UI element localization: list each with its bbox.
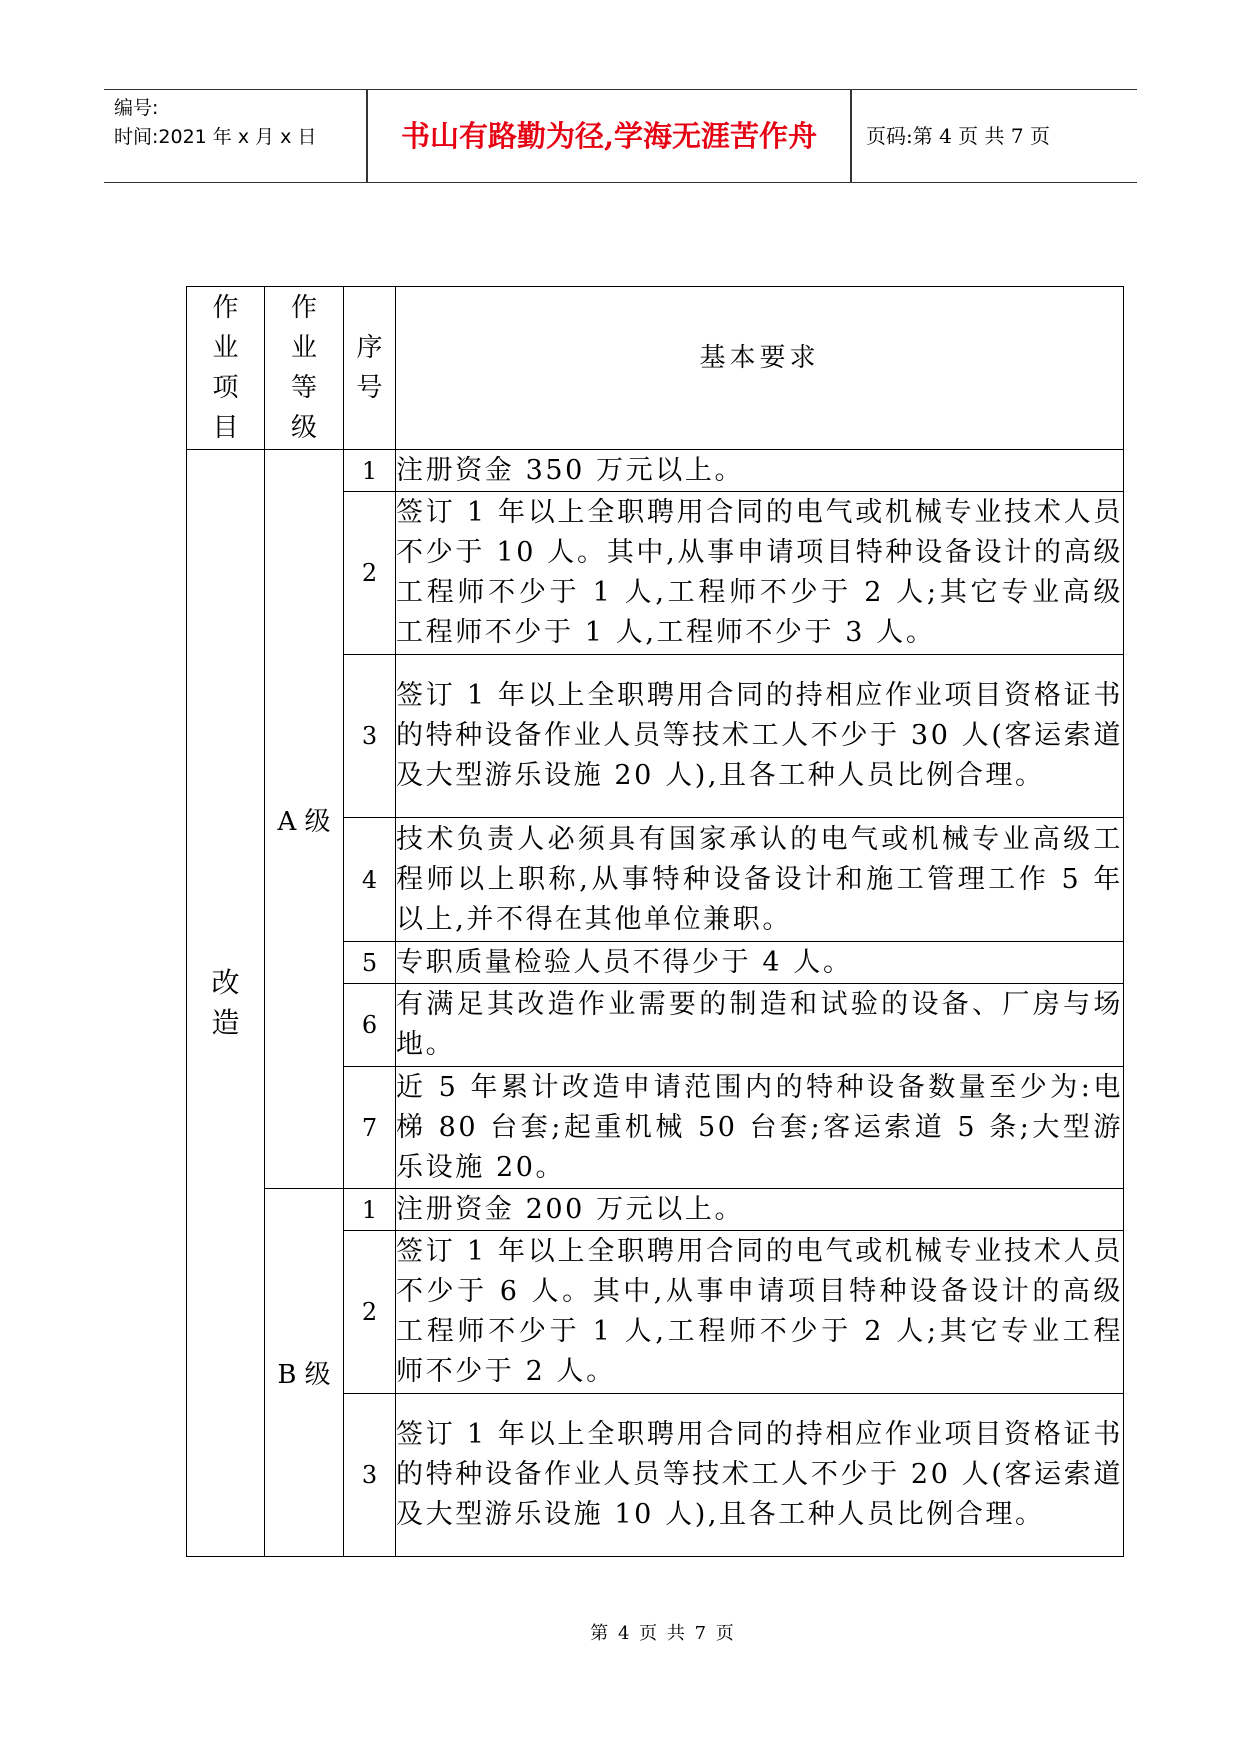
grade-b-cell: B 级 — [265, 1189, 344, 1557]
requirements-table — [186, 286, 1124, 1557]
header-grade: 作 业 等 级 — [265, 287, 344, 450]
page-header — [104, 89, 1137, 183]
grade-a-cell: A 级 — [265, 450, 344, 1189]
item-cell: 改 造 — [187, 450, 265, 1557]
row-num: 6 — [344, 984, 396, 1067]
row-text: 专职质量检验人员不得少于 4 人。 — [396, 942, 1124, 984]
row-num: 2 — [344, 492, 396, 655]
page-code: 页码:第 4 页 共 7 页 — [866, 124, 1050, 148]
row-text: 技术负责人必须具有国家承认的电气或机械专业高级工程师以上职称,从事特种设备设计和施工管理工作 5 年以上,并不得在其他单位兼职。 — [396, 818, 1124, 942]
row-text: 签订 1 年以上全职聘用合同的持相应作业项目资格证书的特种设备作业人员等技术工人不少于 30 人(客运索道及大型游乐设施 20 人),且各工种人员比例合理。 — [396, 655, 1124, 818]
serial-label: 编号: — [114, 97, 159, 119]
row-num: 2 — [344, 1231, 396, 1394]
row-text: 签订 1 年以上全职聘用合同的电气或机械专业技术人员不少于 6 人。其中,从事申请项目特种设备设计的高级工程师不少于 1 人,工程师不少于 2 人;其它专业工程师不少于 2 人。 — [396, 1231, 1124, 1394]
time-label: 时间:2021 年 x 月 x 日 — [114, 126, 317, 148]
page-footer: 第 4 页 共 7 页 — [590, 1623, 736, 1644]
header-meta — [114, 94, 316, 152]
row-text: 签订 1 年以上全职聘用合同的持相应作业项目资格证书的特种设备作业人员等技术工人不少于 20 人(客运索道及大型游乐设施 10 人),且各工种人员比例合理。 — [396, 1394, 1124, 1557]
table-header-row — [187, 287, 1124, 450]
row-num: 3 — [344, 1394, 396, 1557]
header-seq: 序 号 — [344, 287, 396, 450]
header-divider — [850, 90, 852, 182]
row-num: 7 — [344, 1067, 396, 1189]
table-row — [187, 1189, 1124, 1231]
row-text: 注册资金 350 万元以上。 — [396, 450, 1124, 492]
table-row — [187, 450, 1124, 492]
row-text: 注册资金 200 万元以上。 — [396, 1189, 1124, 1231]
row-text: 有满足其改造作业需要的制造和试验的设备、厂房与场地。 — [396, 984, 1124, 1067]
row-text: 近 5 年累计改造申请范围内的特种设备数量至少为:电梯 80 台套;起重机械 50 台套;客运索道 5 条;大型游乐设施 20。 — [396, 1067, 1124, 1189]
header-basic: 基本要求 — [396, 287, 1124, 450]
row-num: 4 — [344, 818, 396, 942]
row-num: 3 — [344, 655, 396, 818]
row-text: 签订 1 年以上全职聘用合同的电气或机械专业技术人员不少于 10 人。其中,从事申请项目特种设备设计的高级工程师不少于 1 人,工程师不少于 2 人;其它专业高级工程师不少于 1 人,工程师不少于 3 人。 — [396, 492, 1124, 655]
row-num: 1 — [344, 450, 396, 492]
row-num: 1 — [344, 1189, 396, 1231]
header-motto: 书山有路勤为径,学海无涯苦作舟 — [400, 119, 818, 153]
header-item: 作 业 项 目 — [187, 287, 265, 450]
row-num: 5 — [344, 942, 396, 984]
